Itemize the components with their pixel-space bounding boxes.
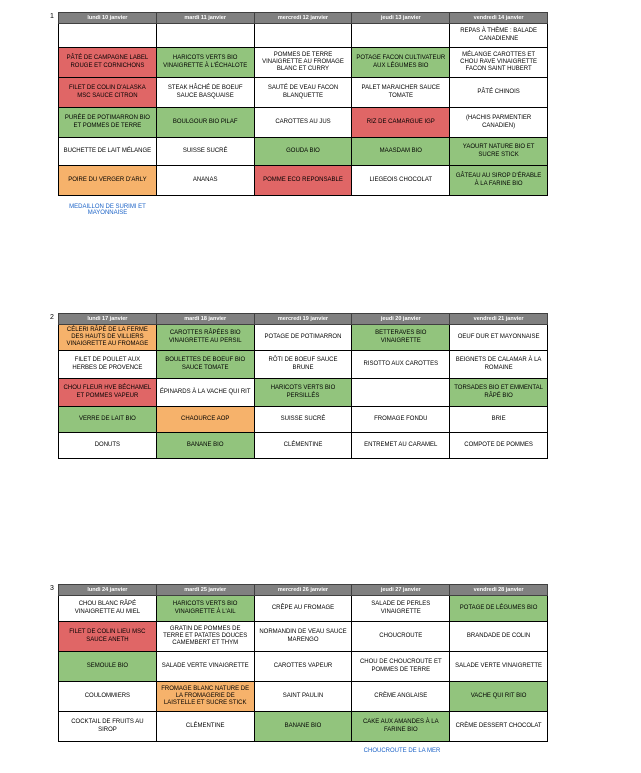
menu-cell: DONUTS bbox=[59, 433, 157, 459]
menu-cell: HARICOTS VERTS BIO VINAIGRETTE À L'ÉCHALOTE bbox=[156, 48, 254, 78]
day-header: mercredi 26 janvier bbox=[254, 585, 352, 596]
menu-cell: BETTERAVES BIO VINAIGRETTE bbox=[352, 325, 450, 351]
menu-cell bbox=[352, 379, 450, 407]
menu-cell: SUISSE SUCRÉ bbox=[254, 407, 352, 433]
menu-cell: CAKE AUX AMANDES À LA FARINE BIO bbox=[352, 712, 450, 742]
day-header: mardi 25 janvier bbox=[156, 585, 254, 596]
menu-cell: BOULETTES DE BOEUF BIO SAUCE TOMATE bbox=[156, 351, 254, 379]
menu-cell: ÉPINARDS À LA VACHE QUI RIT bbox=[156, 379, 254, 407]
menu-cell: CAROTTES RÂPÉES BIO VINAIGRETTE AU PERSIL bbox=[156, 325, 254, 351]
menu-cell: SAINT PAULIN bbox=[254, 682, 352, 712]
day-header: jeudi 20 janvier bbox=[352, 314, 450, 325]
menu-cell: CRÈME ANGLAISE bbox=[352, 682, 450, 712]
menu-cell: VACHE QUI RIT BIO bbox=[450, 682, 548, 712]
menu-cell: FILET DE COLIN D'ALASKA MSC SAUCE CITRON bbox=[59, 78, 157, 108]
menu-cell: OEUF DUR ET MAYONNAISE bbox=[450, 325, 548, 351]
menu-cell: SALADE VERTE VINAIGRETTE bbox=[450, 652, 548, 682]
menu-cell: CHOU BLANC RÂPÉ VINAIGRETTE AU MIEL bbox=[59, 596, 157, 622]
menu-cell: BANANE BIO bbox=[156, 433, 254, 459]
table-row bbox=[59, 24, 548, 48]
menu-cell: SALADE DE PERLES VINAIGRETTE bbox=[352, 596, 450, 622]
day-header: mardi 11 janvier bbox=[156, 13, 254, 24]
table-row bbox=[59, 108, 548, 138]
menu-cell: CRÊPE AU FROMAGE bbox=[254, 596, 352, 622]
menu-cell: YAOURT NATURE BIO ET SUCRE STICK bbox=[450, 138, 548, 166]
menu-cell: POMMES DE TERRE VINAIGRETTE AU FROMAGE BLANC ET CURRY bbox=[254, 48, 352, 78]
menu-cell: CHOU DE CHOUCROUTE ET POMMES DE TERRE bbox=[352, 652, 450, 682]
menu-table-week-1 bbox=[58, 12, 548, 196]
table-row bbox=[59, 652, 548, 682]
day-header: jeudi 13 janvier bbox=[352, 13, 450, 24]
menu-cell: COCKTAIL DE FRUITS AU SIROP bbox=[59, 712, 157, 742]
menu-cell bbox=[59, 24, 157, 48]
menu-cell: BEIGNETS DE CALAMAR À LA ROMAINE bbox=[450, 351, 548, 379]
menu-cell bbox=[254, 24, 352, 48]
day-header: vendredi 28 janvier bbox=[450, 585, 548, 596]
menu-cell: CHOU FLEUR HVE BÉCHAMEL ET POMMES VAPEUR bbox=[59, 379, 157, 407]
menu-cell: POIRE DU VERGER D'ARLY bbox=[59, 166, 157, 196]
menu-cell: GÂTEAU AU SIROP D'ÉRABLE À LA FARINE BIO bbox=[450, 166, 548, 196]
menu-cell: CLÉMENTINE bbox=[156, 712, 254, 742]
menu-cell: MAASDAM BIO bbox=[352, 138, 450, 166]
table-row bbox=[59, 407, 548, 433]
menu-cell: GOUDA BIO bbox=[254, 138, 352, 166]
menu-cell: PALET MARAICHER SAUCE TOMATE bbox=[352, 78, 450, 108]
menu-cell: POTAGE FACON CULTIVATEUR AUX LÉGUMES BIO bbox=[352, 48, 450, 78]
table-row bbox=[59, 138, 548, 166]
day-header: mercredi 12 janvier bbox=[254, 13, 352, 24]
day-header: mardi 18 janvier bbox=[156, 314, 254, 325]
menu-cell: PÂTÉ CHINOIS bbox=[450, 78, 548, 108]
menu-note: MEDAILLON DE SURIMI ET MAYONNAISE bbox=[69, 204, 146, 216]
table-row bbox=[59, 351, 548, 379]
menu-cell: REPAS À THÈME : BALADE CANADIENNE bbox=[450, 24, 548, 48]
menu-cell: ENTREMET AU CARAMEL bbox=[352, 433, 450, 459]
table-row bbox=[59, 682, 548, 712]
menu-cell: SAUTÉ DE VEAU FACON BLANQUETTE bbox=[254, 78, 352, 108]
menu-cell: POMME ECO REPONSABLE bbox=[254, 166, 352, 196]
table-row bbox=[59, 622, 548, 652]
menu-cell: SALADE VERTE VINAIGRETTE bbox=[156, 652, 254, 682]
menu-cell: (HACHIS PARMENTIER CANADIEN) bbox=[450, 108, 548, 138]
menu-cell: RÔTI DE BOEUF SAUCE BRUNE bbox=[254, 351, 352, 379]
week-number: 2 bbox=[50, 314, 54, 321]
menu-cell bbox=[156, 24, 254, 48]
menu-cell: STEAK HÂCHÉ DE BOEUF SAUCE BASQUAISE bbox=[156, 78, 254, 108]
table-row bbox=[59, 379, 548, 407]
menu-cell: RISOTTO AUX CAROTTES bbox=[352, 351, 450, 379]
menu-cell: COULOMMIERS bbox=[59, 682, 157, 712]
week-number: 1 bbox=[50, 13, 54, 20]
menu-cell: CAROTTES AU JUS bbox=[254, 108, 352, 138]
menu-cell: POTAGE DE LÉGUMES BIO bbox=[450, 596, 548, 622]
menu-cell: CAROTTES VAPEUR bbox=[254, 652, 352, 682]
menu-cell: FILET DE POULET AUX HERBES DE PROVENCE bbox=[59, 351, 157, 379]
menu-cell: SUISSE SUCRÉ bbox=[156, 138, 254, 166]
menu-cell: ANANAS bbox=[156, 166, 254, 196]
menu-cell: BRANDADE DE COLIN bbox=[450, 622, 548, 652]
menu-cell: VERRE DE LAIT BIO bbox=[59, 407, 157, 433]
menu-cell: COMPOTE DE POMMES bbox=[450, 433, 548, 459]
day-header: mercredi 19 janvier bbox=[254, 314, 352, 325]
menu-cell: GRATIN DE POMMES DE TERRE ET PATATES DOUCES CAMEMBERT ET THYM bbox=[156, 622, 254, 652]
menu-cell: FILET DE COLIN LIEU MSC SAUCE ANETH bbox=[59, 622, 157, 652]
menu-cell: MÉLANGE CAROTTES ET CHOU RAVE VINAIGRETTE FACON SAINT HUBERT bbox=[450, 48, 548, 78]
menu-cell: TORSADES BIO ET EMMENTAL RÂPÉ BIO bbox=[450, 379, 548, 407]
menu-table-week-3 bbox=[58, 584, 548, 742]
menu-cell: CRÈME DESSERT CHOCOLAT bbox=[450, 712, 548, 742]
menu-cell: HARICOTS VERTS BIO PERSILLÉS bbox=[254, 379, 352, 407]
day-header: lundi 24 janvier bbox=[59, 585, 157, 596]
day-header: lundi 10 janvier bbox=[59, 13, 157, 24]
table-row bbox=[59, 166, 548, 196]
menu-cell: FROMAGE BLANC NATURE DE LA FROMAGERIE DE LAISTELLE ET SUCRE STICK bbox=[156, 682, 254, 712]
menu-cell: CÉLERI RÂPÉ DE LA FERME DES HAUTS DE VILLIERS VINAIGRETTE AU FROMAGE bbox=[59, 325, 157, 351]
menu-cell: CHAOURCE AOP bbox=[156, 407, 254, 433]
menu-cell: LIEGEOIS CHOCOLAT bbox=[352, 166, 450, 196]
menu-cell: PURÉE DE POTIMARRON BIO ET POMMES DE TERRE bbox=[59, 108, 157, 138]
menu-cell: POTAGE DE POTIMARRON bbox=[254, 325, 352, 351]
day-header: jeudi 27 janvier bbox=[352, 585, 450, 596]
menu-cell: BANANE BIO bbox=[254, 712, 352, 742]
table-row bbox=[59, 78, 548, 108]
menu-cell: BUCHETTE DE LAIT MÉLANGE bbox=[59, 138, 157, 166]
day-header: vendredi 21 janvier bbox=[450, 314, 548, 325]
menu-note: CHOUCROUTE DE LA MER bbox=[363, 748, 441, 754]
menu-cell: HARICOTS VERTS BIO VINAIGRETTE À L'AIL bbox=[156, 596, 254, 622]
week-number: 3 bbox=[50, 585, 54, 592]
menu-cell: NORMANDIN DE VEAU SAUCE MARENGO bbox=[254, 622, 352, 652]
table-row bbox=[59, 48, 548, 78]
menu-cell: CLÉMENTINE bbox=[254, 433, 352, 459]
menu-table-week-2 bbox=[58, 313, 548, 459]
day-header: vendredi 14 janvier bbox=[450, 13, 548, 24]
table-row bbox=[59, 433, 548, 459]
menu-cell: RIZ DE CAMARGUE IGP bbox=[352, 108, 450, 138]
menu-cell bbox=[352, 24, 450, 48]
menu-cell: PÂTÉ DE CAMPAGNE LABEL ROUGE ET CORNICHONS bbox=[59, 48, 157, 78]
table-row bbox=[59, 325, 548, 351]
table-row bbox=[59, 712, 548, 742]
day-header: lundi 17 janvier bbox=[59, 314, 157, 325]
menu-cell: SEMOULE BIO bbox=[59, 652, 157, 682]
menu-cell: BOULGOUR BIO PILAF bbox=[156, 108, 254, 138]
menu-cell: CHOUCROUTE bbox=[352, 622, 450, 652]
table-row bbox=[59, 596, 548, 622]
menu-cell: BRIE bbox=[450, 407, 548, 433]
menu-cell: FROMAGE FONDU bbox=[352, 407, 450, 433]
